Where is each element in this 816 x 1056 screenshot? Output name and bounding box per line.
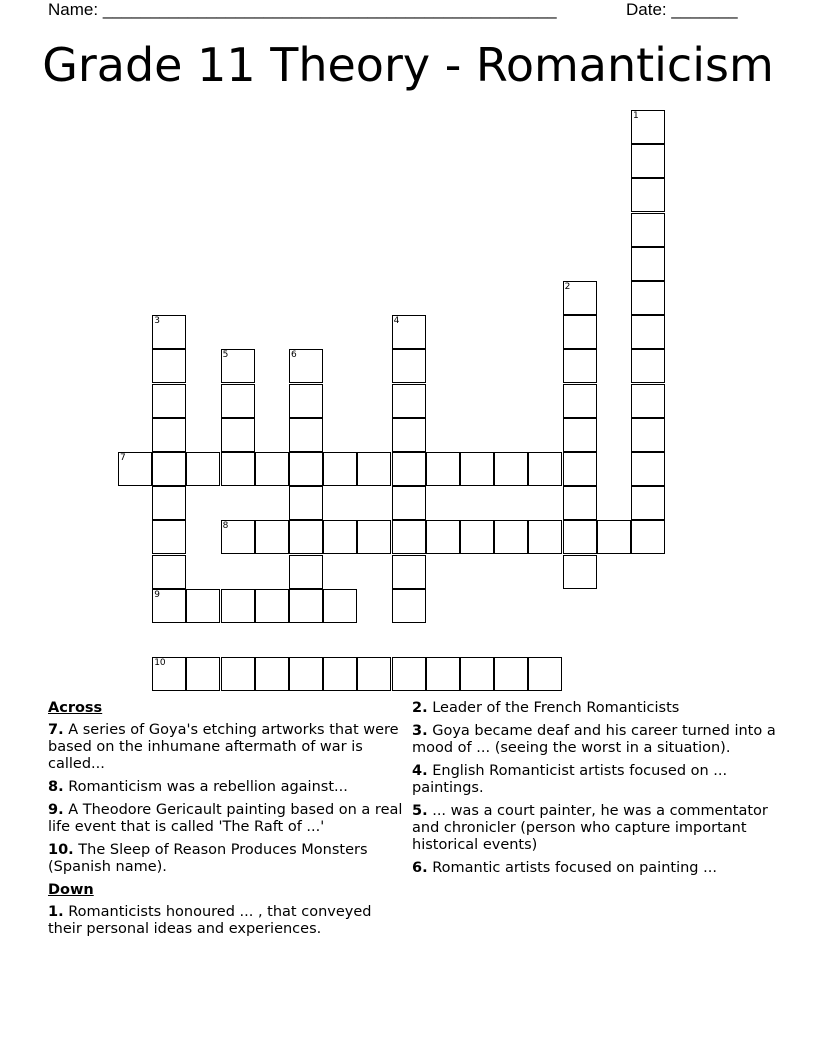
clue-across-9 [48, 802, 406, 836]
crossword-cell[interactable] [186, 452, 220, 486]
crossword-cell[interactable] [494, 657, 528, 691]
cell-number: 4 [393, 316, 400, 327]
crossword-cell[interactable] [221, 384, 255, 418]
cell-number: 2 [564, 282, 571, 292]
crossword-cell[interactable] [221, 452, 255, 486]
crossword-cell[interactable] [255, 657, 289, 691]
crossword-cell[interactable] [392, 452, 426, 486]
clue-text: ... was a court painter, he was a commentator and chronicler (person who capture important historical events) [412, 803, 768, 853]
crossword-cell[interactable] [289, 657, 323, 691]
crossword-cell[interactable] [289, 384, 323, 418]
crossword-cell[interactable] [631, 384, 665, 418]
crossword-cell[interactable] [221, 657, 255, 691]
crossword-cell[interactable] [426, 657, 460, 691]
crossword-cell[interactable] [289, 589, 323, 623]
crossword-cell[interactable] [528, 657, 562, 691]
crossword-cell[interactable] [221, 589, 255, 623]
crossword-cell[interactable] [392, 589, 426, 623]
clue-text: A series of Goya's etching artworks that were based on the inhumane aftermath of war is called... [48, 722, 399, 772]
crossword-cell[interactable] [289, 418, 323, 452]
crossword-cell[interactable] [631, 520, 665, 554]
clue-number: 6. [412, 860, 428, 876]
crossword-cell[interactable] [631, 144, 665, 178]
cell-number: 7 [120, 453, 126, 463]
crossword-cell[interactable] [221, 520, 255, 554]
crossword-cell[interactable] [152, 452, 186, 486]
clue-down-6 [412, 860, 782, 877]
crossword-cell[interactable] [323, 657, 357, 691]
crossword-cell[interactable] [357, 657, 391, 691]
page-title: Grade 11 Theory - Romanticism [42, 38, 774, 92]
clue-text: Leader of the French Romanticists [432, 700, 680, 716]
clue-down-4 [412, 763, 782, 797]
date-label: Date: [626, 0, 667, 19]
crossword-cell[interactable] [563, 555, 597, 589]
crossword-cell[interactable] [563, 384, 597, 418]
crossword-cell[interactable] [118, 452, 152, 486]
clue-text: Romantic artists focused on painting ... [432, 860, 717, 876]
clue-text: Romanticism was a rebellion against... [68, 779, 348, 795]
crossword-cell[interactable] [494, 452, 528, 486]
crossword-cell[interactable] [392, 520, 426, 554]
clue-number: 3. [412, 723, 428, 739]
crossword-cell[interactable] [392, 486, 426, 520]
clue-number: 5. [412, 803, 428, 819]
crossword-cell[interactable] [631, 247, 665, 281]
crossword-cell[interactable] [289, 452, 323, 486]
crossword-cell[interactable] [631, 452, 665, 486]
clue-down-3 [412, 723, 782, 757]
crossword-cell[interactable] [392, 418, 426, 452]
crossword-cell[interactable] [597, 520, 631, 554]
clue-text: Romanticists honoured ... , that conveyed their personal ideas and experiences. [48, 904, 372, 937]
crossword-cell[interactable] [152, 589, 186, 623]
name-label: Name: [48, 0, 99, 19]
clue-text: English Romanticist artists focused on ... paintings. [412, 763, 728, 796]
cell-number: 1 [633, 111, 639, 121]
crossword-cell[interactable] [221, 349, 255, 383]
cell-number: 3 [154, 316, 160, 327]
crossword-cell[interactable] [631, 281, 665, 315]
crossword-cell[interactable] [563, 349, 597, 383]
clue-across-10 [48, 842, 406, 876]
crossword-cell[interactable] [323, 589, 357, 623]
clue-down-5 [412, 803, 782, 854]
clue-down-2 [412, 700, 782, 717]
crossword-cell[interactable] [392, 315, 426, 349]
crossword-cell[interactable] [631, 349, 665, 383]
crossword-cell[interactable] [357, 452, 391, 486]
crossword-cell[interactable] [563, 452, 597, 486]
crossword-cell[interactable] [221, 418, 255, 452]
crossword-cell[interactable] [152, 418, 186, 452]
clue-number: 1. [48, 904, 64, 920]
crossword-cell[interactable] [460, 452, 494, 486]
clue-down-1 [48, 904, 406, 938]
cell-number: 5 [222, 350, 229, 361]
crossword-cell[interactable] [152, 486, 186, 520]
cell-number: 6 [291, 350, 297, 361]
crossword-cell[interactable] [357, 520, 391, 554]
crossword-cell[interactable] [323, 520, 357, 554]
clue-number: 8. [48, 779, 64, 795]
clue-number: 4. [412, 763, 428, 779]
clue-number: 7. [48, 722, 64, 738]
name-blank: ________________________________________________ [102, 0, 557, 19]
crossword-cell[interactable] [528, 452, 562, 486]
crossword-cell[interactable] [255, 452, 289, 486]
crossword-cell[interactable] [494, 520, 528, 554]
clue-text: The Sleep of Reason Produces Monsters (Spanish name). [48, 842, 368, 875]
crossword-cell[interactable] [323, 452, 357, 486]
clue-across-7 [48, 722, 406, 773]
crossword-cell[interactable] [460, 657, 494, 691]
crossword-cell[interactable] [152, 349, 186, 383]
clue-across-8 [48, 779, 406, 796]
crossword-cell[interactable] [631, 213, 665, 247]
clue-number: 10. [48, 842, 74, 858]
cell-number: 8 [222, 521, 229, 532]
crossword-cell[interactable] [152, 657, 186, 691]
crossword-cell[interactable] [460, 520, 494, 554]
crossword-cell[interactable] [392, 349, 426, 383]
crossword-cell[interactable] [152, 555, 186, 589]
crossword-cell[interactable] [152, 315, 186, 349]
date-blank: _______ [671, 0, 738, 19]
crossword-cell[interactable] [563, 418, 597, 452]
crossword-cell[interactable] [289, 349, 323, 383]
crossword-cell[interactable] [152, 384, 186, 418]
crossword-cell[interactable] [392, 384, 426, 418]
clue-text: Goya became deaf and his career turned into a mood of ... (seeing the worst in a situation). [412, 723, 776, 756]
crossword-cell[interactable] [563, 520, 597, 554]
crossword-cell[interactable] [255, 589, 289, 623]
crossword-cell[interactable] [563, 281, 597, 315]
across-heading: Across [48, 700, 103, 716]
crossword-cell[interactable] [528, 520, 562, 554]
crossword-cell[interactable] [186, 657, 220, 691]
crossword-cell[interactable] [255, 520, 289, 554]
crossword-cell[interactable] [631, 110, 665, 144]
crossword-cell[interactable] [631, 315, 665, 349]
crossword-cell[interactable] [392, 657, 426, 691]
crossword-cell[interactable] [289, 520, 323, 554]
crossword-cell[interactable] [563, 315, 597, 349]
crossword-cell[interactable] [426, 520, 460, 554]
clues-left-column [48, 700, 406, 944]
crossword-cell[interactable] [426, 452, 460, 486]
crossword-cell[interactable] [186, 589, 220, 623]
clues-right-column [412, 700, 782, 883]
crossword-cell[interactable] [631, 418, 665, 452]
cell-number: 10 [154, 658, 166, 669]
clue-number: 9. [48, 802, 64, 818]
clue-number: 2. [412, 700, 428, 716]
crossword-cell[interactable] [563, 486, 597, 520]
clue-text: A Theodore Gericault painting based on a real life event that is called 'The Raft of ...' [48, 802, 403, 835]
crossword-cell[interactable] [289, 486, 323, 520]
crossword-cell[interactable] [289, 555, 323, 589]
crossword-cell[interactable] [631, 178, 665, 212]
cell-number: 9 [154, 589, 160, 600]
crossword-cell[interactable] [392, 555, 426, 589]
down-heading: Down [48, 882, 94, 898]
crossword-cell[interactable] [631, 486, 665, 520]
crossword-cell[interactable] [152, 520, 186, 554]
